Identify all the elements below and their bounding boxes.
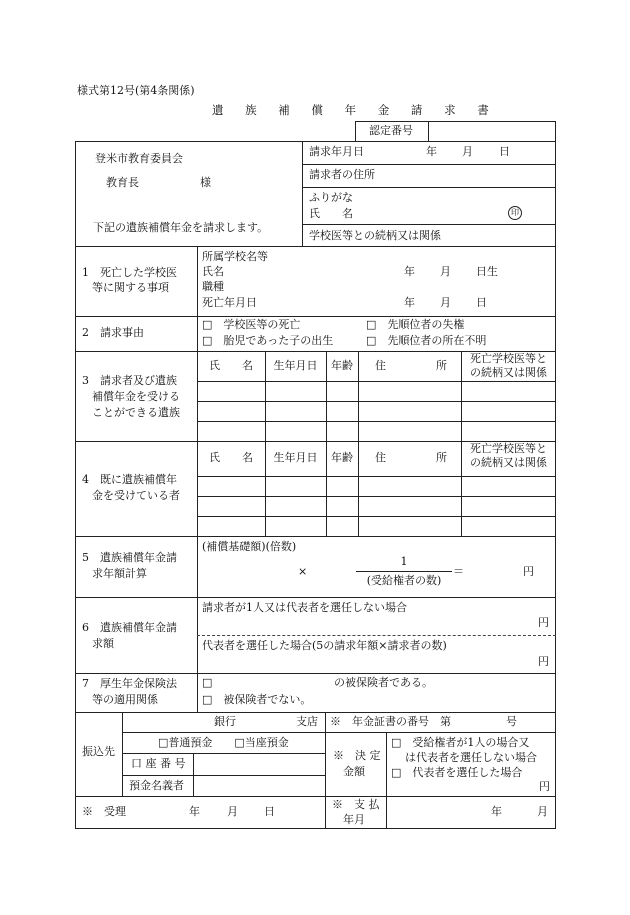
addressee-person: 教育長: [106, 176, 139, 189]
times-sign: ×: [298, 565, 308, 578]
cert-no-field[interactable]: [430, 122, 554, 140]
reason-forfeiture[interactable]: □ 先順位者の失権: [366, 318, 465, 331]
fraction-denominator: (受給権者の数): [366, 574, 442, 587]
insured-text: の被保険者である。: [334, 676, 433, 689]
claimant-name-label: 氏 名: [309, 207, 353, 220]
account-name-label: 預金名義者: [129, 779, 184, 792]
dob-day: 日生: [476, 265, 498, 278]
s3-header-dob: 生年月日: [273, 359, 318, 372]
deceased-name-label: 氏名: [202, 265, 224, 278]
decision-label-2: 金額: [343, 765, 365, 778]
claimant-address-label: 請求者の住所: [309, 168, 375, 181]
page-title: 遺 族 補 償 年 金 請 求 書: [212, 103, 498, 117]
section2-label: 2 請求事由: [82, 326, 144, 339]
s4-header-relation-1: 死亡学校医等と: [470, 442, 547, 455]
decision-single-1[interactable]: □ 受給権者が1人の場合又: [391, 736, 530, 749]
s3-header-age: 年齢: [331, 359, 353, 372]
reason-birth[interactable]: □ 胎児であった子の出生: [202, 334, 334, 347]
decision-yen: 円: [539, 780, 550, 793]
s3-header-relation-2: の続柄又は関係: [470, 366, 547, 379]
received-month: 月: [227, 805, 238, 818]
s3-header-address-b: 所: [436, 359, 447, 372]
section6-label-2: 求額: [92, 637, 114, 650]
pension-cert-number: ※ 年金証書の番号 第 号: [330, 715, 517, 728]
s3-header-address-a: 住: [375, 359, 386, 372]
addressee-honorific: 様: [200, 176, 211, 189]
seal-mark: 印: [508, 206, 522, 220]
school-label: 所属学校名等: [202, 250, 268, 263]
received-year: 年: [189, 805, 200, 818]
furigana-label: ふりがな: [309, 191, 353, 204]
section4-label-1: 4 既に遺族補償年: [82, 473, 177, 486]
insured-checkbox[interactable]: □: [202, 676, 213, 689]
s4-header-relation-2: の続柄又は関係: [470, 456, 547, 469]
case-representative: 代表者を選任した場合(5の請求年額×請求者の数): [202, 639, 447, 652]
deposit-type-options[interactable]: □普通預金 □当座預金: [158, 736, 289, 749]
section6-label-1: 6 遺族補償年金請: [82, 621, 177, 634]
claim-date-day: 日: [499, 145, 510, 158]
section5-label-2: 求年額計算: [92, 567, 147, 580]
form-number: 様式第12号(第4条関係): [77, 84, 195, 97]
dob-month: 月: [440, 265, 451, 278]
case-representative-yen: 円: [538, 655, 549, 668]
payment-label-2: 年月: [343, 813, 365, 826]
s4-header-address-b: 所: [436, 451, 447, 464]
death-date-label: 死亡年月日: [202, 296, 257, 309]
section7-label-1: 7 厚生年金保険法: [82, 677, 177, 690]
addressee-org: 登米市教育委員会: [95, 152, 183, 165]
section3-label-1: 3 請求者及び遺族: [82, 374, 177, 387]
death-month: 月: [440, 296, 451, 309]
s4-header-age: 年齢: [331, 451, 353, 464]
reason-missing[interactable]: □ 先順位者の所在不明: [366, 334, 487, 347]
s4-header-address-a: 住: [375, 451, 386, 464]
claim-date-year: 年: [426, 145, 437, 158]
s3-header-name: 氏 名: [209, 359, 253, 372]
s4-header-name: 氏 名: [209, 451, 253, 464]
section3-label-2: 補償年金を受ける: [92, 390, 180, 403]
account-number-label: 口 座 番 号: [131, 757, 186, 770]
request-text: 下記の遺族補償年金を請求します。: [93, 221, 269, 234]
death-day: 日: [476, 296, 487, 309]
section7-label-2: 等の適用関係: [92, 693, 158, 706]
bank-transfer-label: 振込先: [82, 745, 115, 758]
received-label: ※ 受理: [82, 805, 126, 818]
job-label: 職種: [202, 280, 224, 293]
equals-sign: ＝: [453, 565, 464, 578]
section1-label-2: 等に関する事項: [92, 281, 169, 294]
section1-label-1: 1 死亡した学校医: [82, 266, 177, 279]
fraction-numerator: 1: [400, 555, 408, 568]
case-single-yen: 円: [538, 616, 549, 629]
bank-name-label: 銀行: [214, 715, 236, 728]
payment-month: 月: [537, 805, 548, 818]
section4-label-2: 金を受けている者: [92, 489, 180, 502]
payment-label-1: ※ 支 払: [332, 798, 380, 811]
received-day: 日: [264, 805, 275, 818]
case-single: 請求者が1人又は代表者を選任しない場合: [202, 601, 407, 614]
account-number-field[interactable]: [195, 755, 323, 773]
account-name-field[interactable]: [195, 777, 323, 795]
section3-label-3: ことができる遺族: [92, 406, 180, 419]
cert-no-label: 認定番号: [369, 124, 413, 137]
decision-representative[interactable]: □ 代表者を選任した場合: [391, 766, 523, 779]
section5-label-1: 5 遺族補償年金請: [82, 551, 177, 564]
branch-label: 支店: [296, 715, 318, 728]
decision-label-1: ※ 決 定: [333, 749, 381, 762]
dob-year: 年: [404, 265, 415, 278]
s5-yen: 円: [523, 565, 534, 578]
claim-date-label: 請求年月日: [309, 145, 364, 158]
basis-label: (補償基礎額)(倍数): [202, 540, 297, 553]
claim-date-month: 月: [462, 145, 473, 158]
decision-single-2: は代表者を選任しない場合: [405, 751, 537, 764]
s4-header-dob: 生年月日: [273, 451, 318, 464]
death-year: 年: [404, 296, 415, 309]
reason-death[interactable]: □ 学校医等の死亡: [202, 318, 301, 331]
relation-label: 学校医等との続柄又は関係: [309, 229, 441, 242]
not-insured-option[interactable]: □ 被保険者でない。: [202, 693, 312, 706]
payment-year: 年: [491, 805, 502, 818]
s3-header-relation-1: 死亡学校医等と: [470, 352, 547, 365]
